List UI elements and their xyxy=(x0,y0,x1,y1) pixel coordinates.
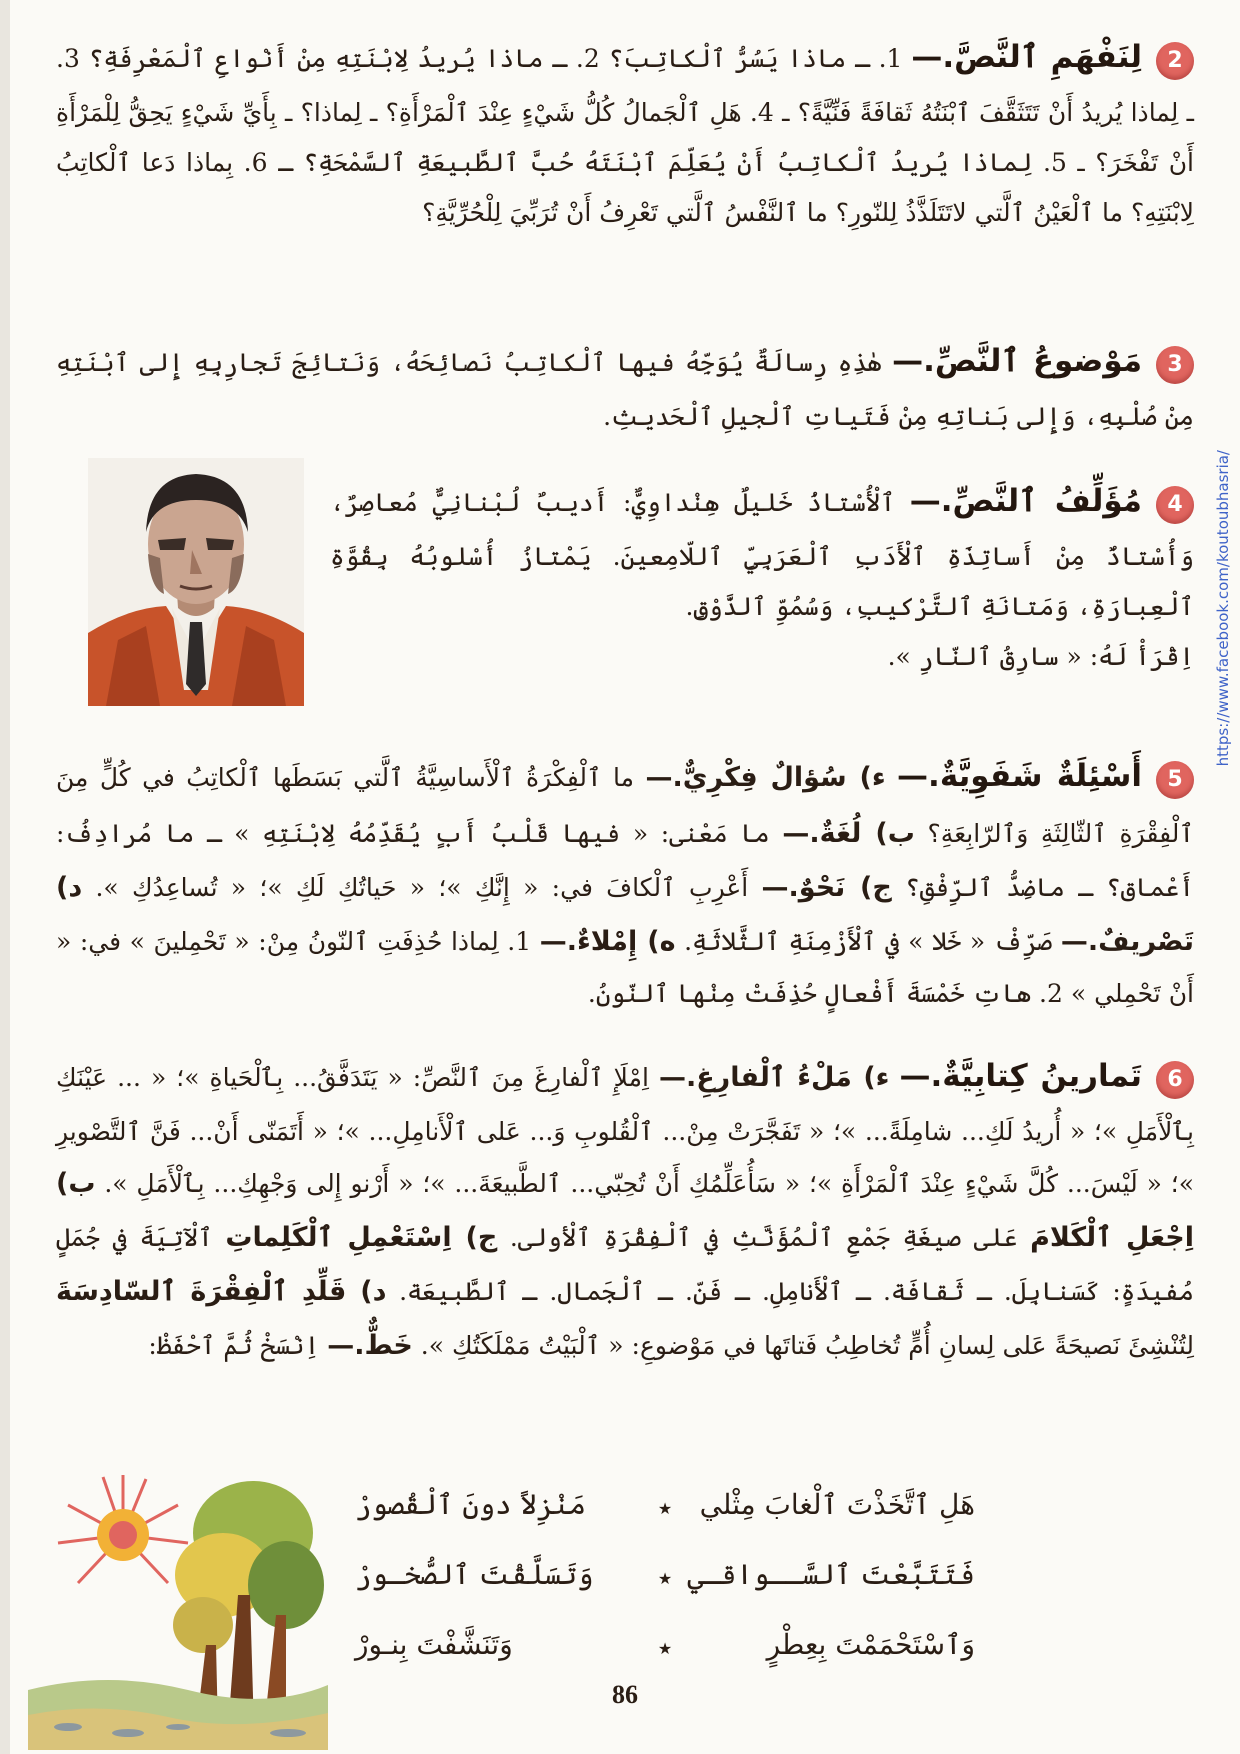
question-thought: ما ٱلْفِكْرَةُ ٱلْأَساسِيَّةُ ٱلَّتي بَسَطَها ٱلْكاتِبُ في كُلٍّ مِنَ ٱلْفِقْرَةِ ٱلثّالِثَةِ وَٱلرّابِعَةِ؟ xyxy=(56,763,1194,848)
question-grammar: أَعْرِبِ ٱلْكافَ في: « إِنَّكِ »؛ « حَياتُكِ لَكِ »؛ « تُساعِدُكِ ». xyxy=(95,873,749,902)
section-number-badge: 5 xyxy=(1156,761,1194,799)
section-heading: أَسْئِلَةٌ شَفَوِيَّةٌ.— xyxy=(897,758,1142,794)
section-number-badge: 2 xyxy=(1156,42,1194,80)
section-text-author xyxy=(330,470,1194,682)
poem-second-hemistich: مَنْزِلاً دونَ ٱلْقُصورْ xyxy=(355,1488,587,1521)
poem-line xyxy=(340,1610,990,1680)
exercise-label-imitate: د) قَلِّدِ ٱلْفِقْرَةَ ٱلسّادِسَةَ xyxy=(56,1276,387,1307)
author-read-suggestion: اِقْرَأْ لَهُ: « سارِقُ ٱلنّارِ ». xyxy=(887,642,1194,671)
poem-first-hemistich: فَتَتَبَّعْتَ ٱلسَّــواقـي xyxy=(687,1558,975,1591)
section-oral-questions xyxy=(56,745,1194,1019)
poem-line xyxy=(340,1470,990,1540)
section-2-paragraph xyxy=(56,26,1194,238)
section-number-badge: 3 xyxy=(1156,346,1194,384)
poem-first-hemistich: هَلِ ٱتَّخَذْتَ ٱلْغابَ مِثْلي xyxy=(699,1488,975,1521)
poem-second-hemistich: وَتَنَشَّفْتَ بِنـورْ xyxy=(355,1628,513,1661)
exercise-label-transform: ب) اِجْعَلِ ٱلْكَلامَ xyxy=(56,1168,1195,1253)
section-written-exercises xyxy=(56,1045,1194,1373)
poem-second-hemistich: وَتَسَلَّقْتَ ٱلصُّخـورْ xyxy=(355,1558,594,1591)
section-body: هٰذِهِ رِسالَةٌ يُوَجِّهُ فيها ٱلْكاتِبُ نَصائِحَهُ، وَنَتائِجَ تَجارِبِهِ إِلى ٱبْنَتِهِ مِنْ صُلْبِهِ، وَإِلى بَناتِهِ مِنْ فَتَياتِ ٱلْجيلِ ٱلْحَديثِ. xyxy=(56,348,1194,431)
page-number: 86 xyxy=(612,1680,638,1709)
section-text-topic xyxy=(56,330,1194,442)
author-portrait-image xyxy=(88,458,304,706)
section-6-paragraph xyxy=(56,1045,1194,1373)
question-label-grammar: ج) نَحْوٌ.— xyxy=(761,872,892,903)
exercise-imitate: لِتُنْشِئَ نَصيحَةً عَلى لِسانِ أُمٍّ تُخاطِبُ فَتاتَها في مَوْضوعِ: « ٱلْبَيْتُ مَمْلَكَتُكِ ». xyxy=(420,1331,1194,1360)
section-number-badge: 4 xyxy=(1156,486,1194,524)
section-heading: مَوْضوعُ ٱلنَّصِّ.— xyxy=(892,343,1143,379)
section-body: 1. ـ ماذا يَسُرُّ ٱلْكاتِبَ؟ 2. ـ ماذا يُريدُ لِابْنَتِهِ مِنْ أَنْواعِ ٱلْمَعْرِفَةِ؟ 3. ـ لِماذا يُريدُ أَنْ تَتَثَقَّفَ ٱبْنَتُهُ ثَقافَةً فَنِّيَّةً؟ ـ 4. هَلِ ٱلْجَمالُ كُلُّ شَيْءٍ عِنْدَ ٱلْمَرْأَةِ؟ ـ لِماذا؟ ـ بِأَيِّ شَيْءٍ يَحِقُّ لِلْمَرْأَةِ أَنْ تَفْخَرَ؟ ـ 5. لِماذا يُريدُ ٱلْكاتِبُ أَنْ يُعَلِّمَ ٱبْنَتَهُ حُبَّ ٱلطَّبيعَةِ ٱلسَّمْحَةِ؟ ـ 6. بِماذا دَعا ٱلْكاتِبُ لِابْنَتِهِ؟ ما ٱلْعَيْنُ ٱلَّتي لاتَتَلَذَّذُ لِلنّورِ؟ ما ٱلنَّفْسُ ٱلَّتي تَعْرِفُ أَنْ تُرَبِّيَ لِلْحُرِّيَّةِ؟ xyxy=(56,44,1195,227)
star-separator-icon: ★ xyxy=(657,1639,673,1658)
section-heading: لِنَفْهَمِ ٱلنَّصَّ.— xyxy=(911,39,1143,75)
exercise-transform: عَلى صيغَةِ جَمْعِ ٱلْمُؤَنَّثِ في ٱلْفِقْرَةِ ٱلْأولى. xyxy=(509,1223,1018,1252)
question-label-dictation: ه) إِمْلاءٌ.— xyxy=(539,926,676,957)
exercise-use-words: ٱلْآتِيَةَ في جُمَلٍ مُفيدَةٍ: كَسَنابِلَ. ـ ثَقافَة. ـ ٱلْأَنامِلِ. ـ فَنّ. ـ ٱلْجَمال. ـ ٱلطَّبيعَة. xyxy=(56,1223,1195,1306)
section-understand-text xyxy=(56,26,1194,238)
exercise-label-fill-blank: ء) مَلْءُ ٱلْفارِغِ.— xyxy=(658,1062,890,1093)
section-number-badge: 6 xyxy=(1156,1061,1194,1099)
question-label-thought: ء) سُؤالٌ فِكْرِيٌّ.— xyxy=(645,762,886,793)
poem-line xyxy=(340,1540,990,1610)
section-heading: مُؤَلِّفُ ٱلنَّصِّ.— xyxy=(909,483,1142,519)
section-4-paragraph xyxy=(330,470,1194,632)
poem-block xyxy=(340,1470,990,1680)
section-5-paragraph xyxy=(56,745,1194,1019)
source-url-watermark[interactable]: https://www.facebook.com/koutoubhasria/ xyxy=(1214,450,1232,767)
question-label-conjugation: د) تَصْريفٌ.— xyxy=(56,872,1194,957)
exercise-label-use-words: ج) اِسْتَعْمِلِ ٱلْكَلِماتِ xyxy=(225,1222,498,1253)
section-body: ٱلْأُسْتاذُ خَليلٌ هِنْداوِيٌّ: أَديبٌ لُبْنانِيٌّ مُعاصِرٌ، وَأُسْتاذٌ مِنْ أَساتِذَةِ ٱلْأَدَبِ ٱلْعَرَبِيِّ ٱللّامِعينَ. يَمْتازُ أُسْلوبُهُ بِقُوَّةِ ٱلْعِبارَةِ، وَمَتانَةِ ٱلتَّرْكيبِ، وَسُمُوِّ ٱلذَّوْقِ. xyxy=(330,488,1194,621)
star-separator-icon: ★ xyxy=(657,1499,673,1518)
section-heading: تَمارينُ كِتابِيَّةٌ.— xyxy=(899,1058,1143,1094)
star-separator-icon: ★ xyxy=(657,1569,673,1588)
question-conjugation: صَرِّفْ « خَلا » في ٱلْأَزْمِنَةِ ٱلثَّلاثَةِ. xyxy=(684,927,1053,956)
poem-first-hemistich: وَٱسْتَحْمَمْتَ بِعِطْرٍ xyxy=(766,1628,975,1661)
section-3-paragraph xyxy=(56,330,1194,442)
exercise-fill-blank: اِمْلَإِ ٱلْفارِغَ مِنَ ٱلنَّصِّ: « يَتَدَفَّقُ... بِٱلْحَياةِ »؛ « ... عَيْنَكِ بِٱلْأَمَلِ »؛ « أُريدُ لَكِ... شامِلَةً... »؛ « تَفَجَّرَتْ مِنْ... ٱلْقُلوبِ وَ... عَلى ٱلْأَنامِلِ... »؛ « أَتَمَنّى أَنْ... فَنَّ ٱلتَّصْويرِ »؛ « لَيْسَ... كُلَّ شَيْءٍ عِنْدَ ٱلْمَرْأَةِ »؛ « سَأُعَلِّمُكِ أَنْ تُحِبّي... ٱلطَّبيعَةَ... »؛ « أَرْنو إِلى وَجْهِكِ... بِٱلْأَمَلِ ». xyxy=(56,1063,1194,1198)
question-language: ما مَعْنى: « فيها قَلْبُ أَبٍ يُقَدِّمُهُ لِابْنَتِهِ » ـ ما مُرادِفُ: أَعْماق؟ ـ ماضِدُّ ٱلرِّفْقِ؟ xyxy=(56,819,1194,902)
exercise-calligraphy: اِنْسَخْ ثُمَّ ٱحْفَظْ: xyxy=(148,1331,320,1360)
exercise-label-calligraphy: خَطٌّ.— xyxy=(327,1330,413,1361)
question-label-language: ب) لُغَةٌ.— xyxy=(782,818,915,849)
question-dictation: 1. لِماذا حُذِفَتِ ٱلنّونُ مِنْ: « تَحْمِلينَ » في: « أَنْ تَحْمِلي » 2. هاتِ خَمْسَةَ أَفْعالٍ حُذِفَتْ مِنْها ٱلنّونُ. xyxy=(56,927,1194,1008)
